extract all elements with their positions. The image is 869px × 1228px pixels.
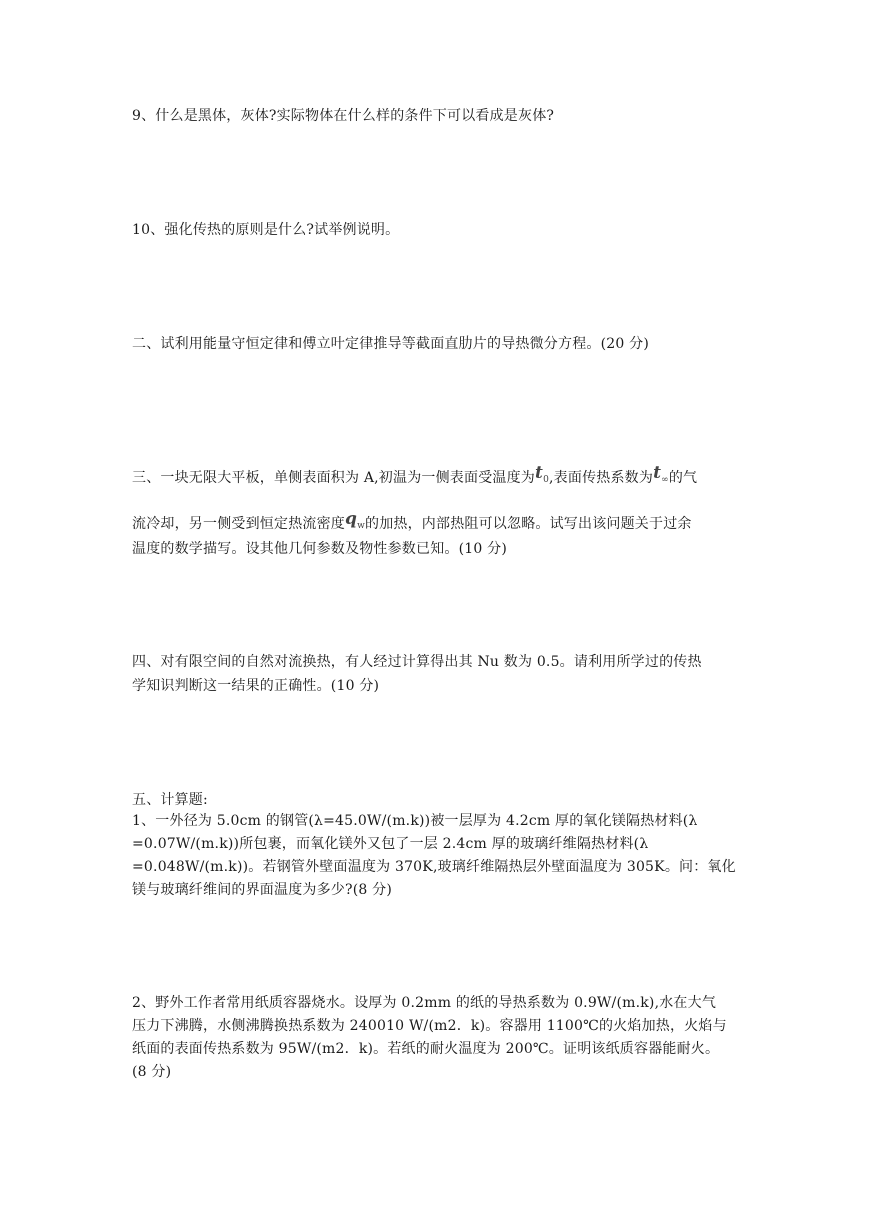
problem-2-line-3: 纸面的表面传热系数为 95W/(m2．k)。若纸的耐火温度为 200℃。证明该纸质容器能耐火。 (132, 1041, 720, 1057)
problem-2-line-4: (8 分) (132, 1064, 172, 1080)
problem-2-line-2: 压力下沸腾，水侧沸腾换热系数为 240010 W/(m2．k)。容器用 1100℃的火焰加热，火焰与 (132, 1018, 727, 1034)
t0-symbol: t0 (535, 463, 550, 485)
problem-2-line-1: 2、野外工作者常用纸质容器烧水。设厚为 0.2mm 的纸的导热系数为 0.9W/(m.k),水在大气 (132, 995, 717, 1011)
section-3-text-b: ,表面传热系数为 (549, 470, 654, 486)
section-4-line-2: 学知识判断这一结果的正确性。(10 分) (132, 678, 380, 694)
section-5-title: 五、计算题: (132, 792, 208, 808)
section-3-text-d: 流冷却，另一侧受到恒定热流密度 (132, 516, 345, 532)
section-3-line-2 (132, 509, 692, 536)
question-10: 10、强化传热的原则是什么?试举例说明。 (132, 222, 400, 238)
section-3-line-1 (132, 463, 697, 490)
section-2-question: 二、试利用能量守恒定律和傅立叶定律推导等截面直肋片的导热微分方程。(20 分) (132, 336, 649, 352)
qw-symbol: qw (345, 509, 365, 531)
t-infinity-symbol: t∞ (653, 463, 669, 485)
section-3-text-c: 的气 (668, 470, 698, 486)
section-3-text-e: 的加热，内部热阻可以忽略。试写出该问题关于过余 (365, 516, 692, 532)
section-4-line-1: 四、对有限空间的自然对流换热，有人经过计算得出其 Nu 数为 0.5。请利用所学过的传热 (132, 654, 702, 670)
section-3-line-3: 温度的数学描写。设其他几何参数及物性参数已知。(10 分) (132, 541, 507, 557)
section-3-text-a: 三、一块无限大平板，单侧表面积为 A,初温为一侧表面受温度为 (132, 470, 536, 486)
question-9: 9、什么是黑体，灰体?实际物体在什么样的条件下可以看成是灰体? (132, 108, 555, 124)
problem-1-line-2: =0.07W/(m.k))所包裹，而氧化镁外又包了一层 2.4cm 厚的玻璃纤维隔热材料(λ (132, 836, 649, 852)
problem-1-line-1: 1、一外径为 5.0cm 的钢管(λ=45.0W/(m.k))被一层厚为 4.2cm 厚的氧化镁隔热材料(λ (132, 813, 698, 829)
problem-1-line-3: =0.048W/(m.k))。若钢管外壁面温度为 370K,玻璃纤维隔热层外壁面温度为 305K。问：氧化 (132, 859, 736, 875)
problem-1-line-4: 镁与玻璃纤维间的界面温度为多少?(8 分) (132, 882, 392, 898)
